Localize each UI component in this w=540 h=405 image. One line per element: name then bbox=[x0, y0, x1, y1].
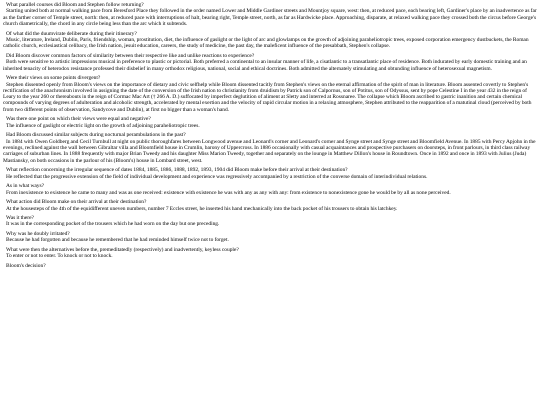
qa-block bbox=[3, 75, 537, 113]
answer-text: Starting united both at normal walking pace from Beresford Place they followed in the order named Lower and Middle Gardiner streets and Mountjoy square, west: then, at reduced pace, each bearing left, Gardiner's place by an inadvertence as far as the farther corner of Temple street, north: then, at reduced pace with interruptions of halt, bearing right, Temple street, north, as far as Hardwicke place. Approaching, disparate, at relaxed walking pace they crossed both the circus before George's church diametrically, the chord in any circle being less than the arc which it subtends. bbox=[3, 8, 537, 28]
qa-block bbox=[3, 53, 537, 72]
qa-block bbox=[3, 215, 537, 228]
answer-text: The influence of gaslight or electric light on the growth of adjoining paraheliotropic trees. bbox=[6, 122, 200, 129]
answer-text: It was in the corresponding pocket of the trousers which he had worn on the day but one preceding. bbox=[6, 221, 220, 228]
question-text: Bloom's decision? bbox=[6, 262, 46, 269]
question-text: What parallel courses did Bloom and Stephen follow returning? bbox=[6, 2, 144, 8]
answer-text: From inexistence to existence he came to many and was as one received: existence with existence he was with any as any with any: from existence to nonexistence gone he would be by all as none perceived. bbox=[6, 189, 451, 196]
question-text: What action did Bloom make on their arrival at their destination? bbox=[6, 199, 147, 206]
question-text: Did Bloom discover common factors of similarity between their respective like and unlike reactions to experience? bbox=[6, 52, 255, 59]
question-text: What reflection concerning the irregular sequence of dates 1884, 1885, 1886, 1888, 1892, 1893, 1904 did Bloom make before their arrival at their destination? bbox=[6, 167, 348, 174]
qa-block bbox=[3, 247, 537, 260]
question-text: Was it there? bbox=[6, 214, 34, 221]
answer-text: Both were sensitive to artistic impressions musical in preference to plastic or pictorial. Both preferred a continental to an insular manner of life, a cisatlantic to a transatlantic place of residence. Both indurated by early domestic training and an inherited tenacity of heterodox resistance professed their disbelief in many orthodox religious, national, social and ethical doctrines. Both admitted the alternately stimulating and obtunding influence of heterosexual magnetism. bbox=[3, 59, 527, 72]
answer-text: Stephen dissented openly from Bloom's views on the importance of dietary and civic selfhelp while Bloom dissented tacitly from Stephen's views on the eternal affirmation of the spirit of man in literature. Bloom assented covertly to Stephen's rectification of the anachronism involved in assigning the date of the conversion of the Irish nation to christianity from druidism by Patrick son of Calpornus, son of Potitus, son of Odyssus, sent by pope Celestine I in the year 432 in the reign of Leary to the year 260 or thereabouts in the reign of Cormac Mac Art († 266 A. D.) suffocated by imperfect deglutition of aliment at Sletty and interred at Rossnaree. The collapse which Bloom ascribed to gastric inanition and certain chemical compounds of varying degrees of adulteration and alcoholic strength, accelerated by mental exertion and the velocity of rapid circular motion in a relaxing atmosphere, Stephen attributed to the reapparition of a matutinal cloud (perceived by both from two different points of observation, Sandycove and Dublin), at first no bigger than a woman's hand. bbox=[3, 81, 532, 113]
answer-text: In 1884 with Owen Goldberg and Cecil Turnbull at night on public thoroughfares between Longwood avenue and Leonard's corner and Leonard's corner and Synge street and Synge street and Bloomfield Avenue. In 1885 with Percy Apjohn in the evenings, reclined against the wall between Gibraltar villa and Bloomfield house in Crumlin, barony of Uppercross. In 1886 occasionally with casual acquaintances and prospective purchasers on doorsteps, in front parlours, in third class railway carriages of suburban lines. In 1888 frequently with major Brian Tweedy and his daughter Miss Marion Tweedy, together and separately on the lounge in Matthew Dillon's house in Roundtown. Once in 1892 and once in 1893 with Julius (Juda) Mastiansky, on both occasions in the parlour of his (Bloom's) house in Lombard street, west. bbox=[3, 138, 536, 164]
question-text: What were then the alternatives before the, premeditatedly (respectively) and inadvertently, keyless couple? bbox=[6, 246, 239, 253]
question-text: Were their views on some points divergent? bbox=[6, 75, 101, 82]
qa-block bbox=[3, 2, 537, 27]
question-text: Of what did the duumvirate deliberate during their itinerary? bbox=[6, 30, 137, 37]
answer-text: Music, literature, Ireland, Dublin, Paris, friendship, woman, prostitution, diet, the influence of gaslight or the light of arc and glowlamps on the growth of adjoining paraheliotropic trees, exposed corporation emergency dustbuckets, the Roman catholic church, ecclesiastical celibacy, the Irish nation, jesuit education, careers, the study of medicine, the past day, the maleficent influence of the presabbath, Stephen's collapse. bbox=[3, 37, 529, 50]
qa-block bbox=[3, 199, 537, 212]
qa-block bbox=[3, 132, 537, 164]
qa-block bbox=[3, 263, 537, 269]
qa-block bbox=[3, 231, 537, 244]
qa-block bbox=[3, 31, 537, 50]
question-text: Was there one point on which their views were equal and negative? bbox=[6, 116, 151, 123]
question-text: As in what ways? bbox=[6, 183, 45, 190]
qa-block bbox=[3, 116, 537, 129]
answer-text: Because he had forgotten and because he remembered that he had reminded himself twice not to forget. bbox=[6, 237, 229, 244]
qa-block bbox=[3, 183, 537, 196]
question-text: Had Bloom discussed similar subjects during nocturnal perambulations in the past? bbox=[6, 132, 186, 139]
question-text: Why was he doubly irritated? bbox=[6, 230, 70, 237]
answer-text: He reflected that the progressive extension of the field of individual development and experience was regressively accompanied by a restriction of the converse domain of interindividual relations. bbox=[6, 173, 428, 180]
answer-text: To enter or not to enter. To knock or not to knock. bbox=[6, 253, 113, 260]
answer-text: At the housesteps of the 4th of the equidifferent uneven numbers, number 7 Eccles street, he inserted his hand mechanically into the back pocket of his trousers to obtain his latchkey. bbox=[6, 205, 398, 212]
qa-block bbox=[3, 167, 537, 180]
